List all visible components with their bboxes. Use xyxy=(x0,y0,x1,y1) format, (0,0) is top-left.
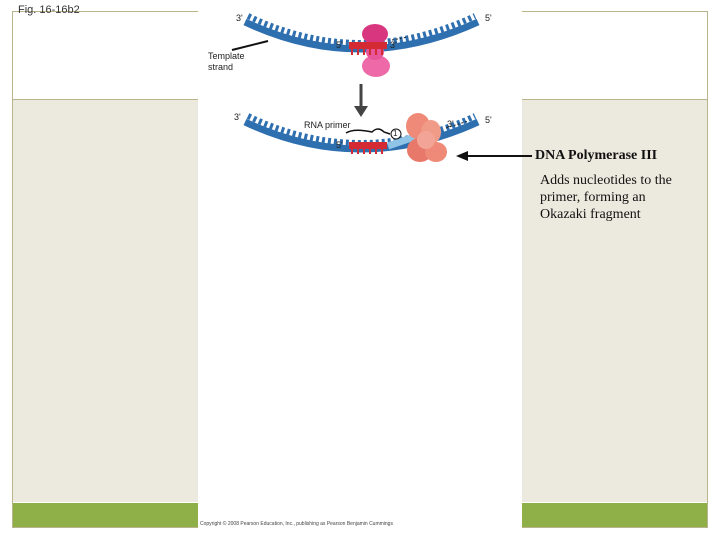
rna-primer-label: RNA primer xyxy=(304,120,351,130)
top-left-end-label: 3' xyxy=(236,13,243,23)
fragment-3-label: 3' xyxy=(447,119,454,129)
step-1-number: 1 xyxy=(393,129,398,138)
top-primer-5-label: 5' xyxy=(336,40,343,50)
caption-body: Adds nucleotides to the primer, forming an Okazaki fragment xyxy=(540,173,672,222)
bottom-right-end-label: 5' xyxy=(485,115,492,125)
template-strand-label-line2: strand xyxy=(208,62,234,72)
top-right-end-label: 5' xyxy=(485,13,492,23)
top-primer-3-label: 3' xyxy=(390,40,397,50)
copyright-notice: Copyright © 2008 Pearson Education, Inc., publishing as Pearson Benjamin Cummings xyxy=(200,521,393,527)
bottom-primer-5-label: 5' xyxy=(336,140,343,150)
template-pointer xyxy=(232,41,268,50)
caption-title: DNA Polymerase III xyxy=(535,148,658,163)
caption-pointer-arrow xyxy=(456,151,532,161)
figure-label: Fig. 16-16b2 xyxy=(18,4,80,16)
template-strand-label-line1: Template xyxy=(208,51,245,61)
rna-primer-bracket xyxy=(346,129,390,134)
bottom-left-end-label: 3' xyxy=(234,112,241,122)
step-down-arrow xyxy=(354,84,368,117)
